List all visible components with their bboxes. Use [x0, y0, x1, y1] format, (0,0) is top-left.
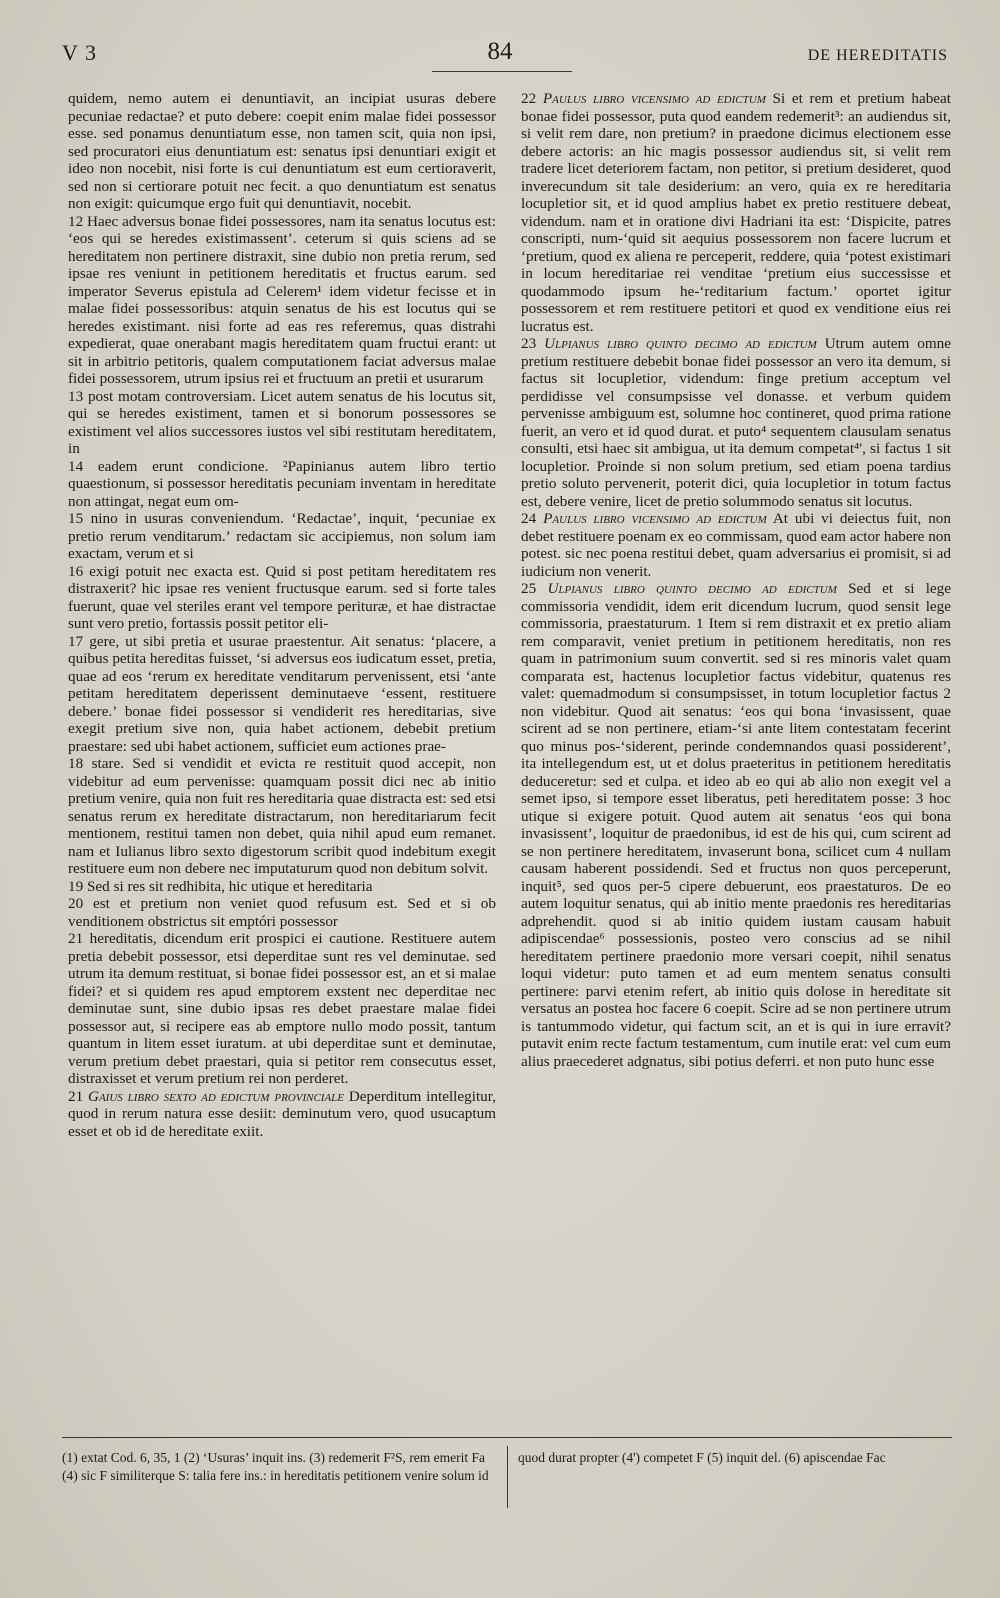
fragment-reference: Paulus libro vicensimo ad edictum	[542, 90, 766, 107]
fragment-23	[521, 335, 951, 510]
fragment-number: 25	[521, 580, 537, 597]
running-title: DE HEREDITATIS	[807, 47, 948, 64]
fragment-number: 21	[68, 1087, 84, 1105]
signature-mark: V 3	[62, 40, 97, 65]
paragraph: 13 post motam controversiam. Licet autem senatus de his locutus sit, qui se heredes existiment, tamen et si bonorum possessores se existiment vel alios successores iustos vel sibi restitutam hereditatem, in	[68, 387, 496, 457]
paragraph: 18 stare. Sed si vendidit et evicta re restituit quod accepit, non videbitur ad eum pervenisse: quamquam possit dici nec ab initio pretium venire, quia non fuit res hereditaria quae distracta est: sed etsi senatus rerum ex hereditate distractarum, non hereditariarum fecit mentionem, restitui tamen non debet, quia nihil apud eum remanet. nam et Iulianus libro sexto digestorum scribit quod indebitum exegit restituere eum non debere nec imputaturum quod non debitum solvit.	[68, 755, 496, 877]
paragraph: 20 est et pretium non veniet quod refusum est. Sed et si ob venditionem obstrictus sit emptóri possessor	[68, 895, 496, 930]
footnotes-right: quod durat propter (4') competet F (5) inquit del. (6) apiscendae Fac	[518, 1450, 886, 1465]
paragraph: 19 Sed si res sit redhibita, hic utique et hereditaria	[68, 877, 373, 895]
footnote-rule	[62, 1437, 952, 1438]
fragment-text: Si et rem et pretium habeat bonae fidei possessor, puta quod eandem redemerit³: an audiendus sit, si velit rem dare, non pretium? in praedone dicimus electionem esse debere actoris: an hic magis possessor audiendus sit, si velit rem tradere licet deteriorem factam, non petitor, si pretium desideret, quod inverecundum sit tale desiderium: an vero, quia ex re hereditaria locupletior sit, et id quod amplius habet ex pretio restituere debeat, videndum. nam et in oratione divi Hadriani ita est: ‘Dispicite, patres conscripti, num-‘quid sit aequius possessorem non facere lucrum et ‘pretium, quod ex aliena re perceperit, reddere, quia ‘potest existimari in locum hereditariae rei venditae ‘pretium eius successisse et quodammodo ipsum he-‘reditarium factum.’ oportet igitur possessorem et rem restituere petitori et quod ex venditione eius rei lucratus est.	[521, 90, 952, 335]
fragment-number: 24	[521, 510, 537, 527]
footnotes-left: (1) extat Cod. 6, 35, 1 (2) ‘Usuras’ inquit ins. (3) redemerit F²S, rem emerit Fa (4) sic F similiterque S: talia fere ins.: in hereditatis petitionem venire solum id	[62, 1450, 489, 1483]
paragraph: 14 eadem erunt condicione. ²Papinianus autem libro tertio quaestionum, si possessor hereditatis pecuniam inventam in hereditate non attingat, negat eum om-	[68, 457, 496, 510]
paragraph: 12 Haec adversus bonae fidei possessores, nam ita senatus locutus est: ‘eos qui se heredes existimassent’. ceterum si quis sciens ad se hereditatem non pertinere distraxit, sine dubio non pretia rerum, sed ipsae res veniunt in petitionem hereditatis et fructus earum. sed imperator Severus epistula ad Celerem¹ idem videtur fecisse et in malae fidei possessoribus: atquin senatus de his est locutus qui se heredes existimant. nisi forte ad eas res referemus, quas distrahi expedierat, quae onerabant magis hereditatem quam fructui erant: ut sit in arbitrio petitoris, qualem computationem faciat adversus malae fidei possessorem, utrum ipsius rei et fructuum an pretii et usurarum	[68, 212, 496, 387]
footnote-separator	[507, 1446, 508, 1508]
fragment-reference: Ulpianus libro quinto decimo ad edictum	[547, 580, 837, 597]
fragment-21	[68, 1088, 496, 1141]
fragment-reference: Gaius libro sexto ad edictum provinciale	[88, 1087, 345, 1105]
fragment-text: At ubi vi deiectus fuit, non debet restituere poenam ex eo commissam, quod eam actor habere non potest. sic nec poena restitui debet, quam adversarius ei promisit, si ad iudicium non venerit.	[521, 510, 951, 580]
fragment-number: 23	[521, 335, 537, 352]
fragment-text: Sed et si lege commissoria vendidit, idem erit dicendum lucrum, quod sensit lege commissoria, praestaturum. 1 Item si rem distraxit et ex pretio aliam rem comparavit, veniet pretium in petitionem hereditatis, non res quam in patrimonium suum convertit. sed si res minoris valet quam comparata est, hactenus locupletior factus videbitur, quatenus res valet: quemadmodum si consumpsisset, in totum locupletior factus 2 non videbitur. Quod ait senatus: ‘eos qui bona ‘invasissent, quae scirent ad se non pertinere, etiam-‘si ante litem contestatam fecerint quo minus pos-‘siderent, perinde condemnandos quasi possiderent’, ita intellegendum est, ut et dolus praeteritus in petitionem hereditatis deduceretur: sed et culpa. et ideo ab eo qui ab alio non exegit vel a semet ipso, si tempore esset liberatus, peti hereditatem posse: 3 hoc utique si exigere potuit. Quod autem ait senatus ‘eos qui bona invasissent’, loquitur de praedonibus, id est de his qui, cum scirent ad se non pertinere hereditatem, invaserunt bona, scilicet cum 4 nullam causam haberent possidendi. Sed et fructus non quos perceperunt, inquit⁵, sed quos per-5 cipere debuerunt, eos praestaturos. De eo autem loquitur senatus, qui ab initio mente praedonis res hereditarias adprehendit. quod si ab initio quidem iustam causam habuit adipiscendae⁶ possessionis, posteo vero conscius ad se nihil hereditatem pertinere praedonio more versari coepit, nihil senatus loqui videtur: puto tamen et ad eum mentem senatus consulti pertinere: parvi etenim refert, ab initio quis dolose in hereditate sit versatus an postea hoc facere 6 coepit. Scire ad se non pertinere utrum is tantummodo videtur, qui factum scit, an et is qui in iure erravit? putavit enim recte factum testamentum, cum inutile erat: vel cum eum alius praecederet adgnatus, sibi potius deferri. et non puto hunc esse	[521, 580, 952, 1070]
paragraph: 21 hereditatis, dicendum erit prospici ei cautione. Restituere autem pretia debebit possessor, etsi deperditae sunt res vel deminutae. sed utrum ita demum restituat, si bonae fidei possessor est, an et si malae fidei? et si quidem res apud emptorem exstent nec deperditae nec deminutae sunt, sine dubio ipsas res debet praestare malae fidei possessor aut, si recipere eas ab emptore nullo modo possit, tantum quantum in litem esset iuratum. at ubi deperditae sunt et deminutae, verum pretium debet praestari, quia si petitor rem consecutus esset, distraxisset et verum pretium rei non perderet.	[68, 930, 496, 1087]
fragment-reference: Ulpianus libro quinto decimo ad edictum	[544, 335, 817, 352]
fragment-22	[521, 90, 951, 335]
right-column	[521, 90, 951, 1070]
paragraph: 16 exigi potuit nec exacta est. Quid si post petitam hereditatem res distraxerit? hic ipsae res venient fructusque earum. sed si forte tales fuerunt, quae vel steriles erant vel tempore perituræ, et hae distractae sunt vero pretio, fortassis possit petitor eli-	[68, 562, 496, 632]
paragraph: quidem, nemo autem ei denuntiavit, an incipiat usuras debere pecuniae redactae? et puto debere: coepit enim malae fidei possessor esse. sed ponamus denuntiatum esse, non tamen scit, quia non ipsi, sed procuratori eius denuntiatum est: senatus ipsi denuntiari exigit et ideo non nocebit, nisi forte is cui denuntiatum est eum certioraverit, sed non si certiorare potuit nec fecit. a quo denuntiatum est senatus non exigit: quicumque ergo fuit qui denuntiavit, nocebit.	[68, 90, 496, 212]
fragment-24	[521, 510, 951, 580]
page-number: 84	[487, 38, 513, 65]
header-rule	[432, 71, 572, 72]
fragment-text: Utrum autem omne pretium restituere debebit bonae fidei possessor an vero ita demum, si factus sit locupletior, videndum: finge pretium acceptum vel perdidisse vel consumpsisse vel donasse. et verbum quidem pervenisse ambiguum est, solumne hoc contineret, quod prima ratione fuerit, an vero et id quod durat. et puto⁴ sequentem clausulam senatus consulti, etsi haec sit ambigua, ut ita demum competat⁴', si factus 1 sit locupletior. Proinde si non solum pretium, sed etiam poena tardius pretio soluto pervenerit, poterit dici, quia locupletior in totum factus est, debere venire, licet de pretio solummodo senatus sit locutus.	[521, 335, 952, 510]
fragment-25	[521, 580, 951, 1070]
paragraph: 15 nino in usuras conveniendum. ‘Redactae’, inquit, ‘pecuniae ex pretio rerum venditarum.’ redactam sic accipiemus, non solum iam exactam, verum et si	[68, 510, 496, 562]
fragment-reference: Paulus libro vicensimo ad edictum	[543, 510, 767, 527]
paragraph: 17 gere, ut sibi pretia et usurae praestentur. Ait senatus: ‘placere, a quibus petita hereditas fuisset, ‘si adversus eos iudicatum esset, pretia, quae ad eos ‘rerum ex hereditate venditarum pervenissent, etsi ‘ante petitam hereditatem deperissent deminutaeve ‘essent, restituere debere.’ bonae fidei possessor si vendiderit res hereditarias, sive exegit pretium sive non, quia habet actionem, debebit pretium praestare: sed ubi habet actionem, sufficiet eum actiones prae-	[68, 632, 496, 755]
fragment-text: Deperditum intellegitur, quod in rerum natura esse desiit: deminutum vero, quod usucaptum esset et ob id de hereditate exiit.	[68, 1087, 497, 1140]
left-column	[68, 90, 496, 1140]
fragment-number: 22	[521, 90, 537, 107]
